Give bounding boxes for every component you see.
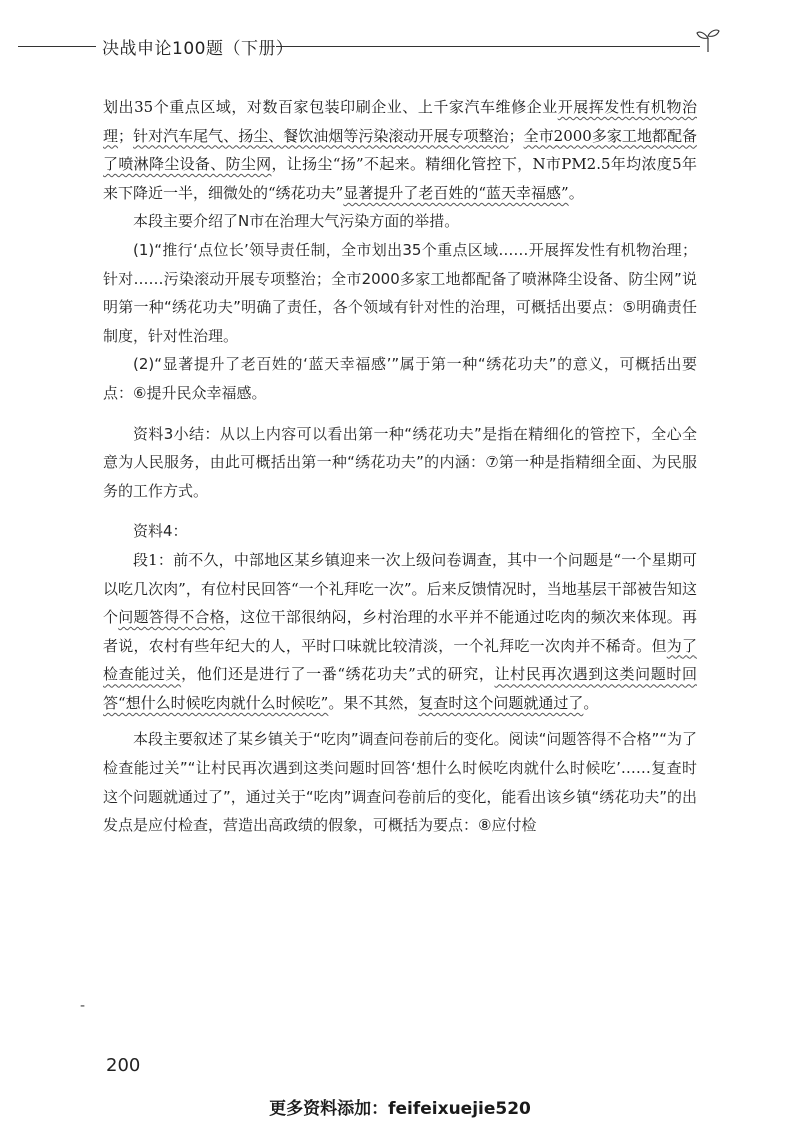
sprout-icon xyxy=(694,26,722,54)
text-segment: ； xyxy=(118,126,134,145)
paragraph-p8 xyxy=(103,725,697,839)
paragraph-gap xyxy=(103,408,697,420)
underlined-phrase: 开展挥发性有机物治理 xyxy=(103,98,697,145)
paragraph-p2 xyxy=(103,207,697,236)
text-segment: ，让扬尘“扬”不起来。精细化管控下，N市PM2.5年均浓度5年来下降近一半，细微处的“绣花功夫” xyxy=(103,155,697,202)
text-segment: 本段主要介绍了N市在治理大气污染方面的举措。 xyxy=(133,212,460,231)
paragraph-p5 xyxy=(103,420,697,506)
underlined-phrase: 复查时这个问题就通过了 xyxy=(418,693,584,712)
running-header xyxy=(18,34,712,58)
text-segment: ，这位干部很纳闷，乡村治理的水平并不能通过吃肉的频次来体现。再者说，农村有些年纪大的人，平时口味就比较清淡，一个礼拜吃一次肉并不稀奇。但 xyxy=(103,608,697,655)
footer-contact: 更多资料添加：feifeixuejie520 xyxy=(269,1099,531,1119)
header-rule-right xyxy=(276,46,700,47)
page-number: 200 xyxy=(106,1055,141,1076)
underlined-phrase: 让村民再次遇到这类问题时回答“想什么时候吃肉就什么时候吃” xyxy=(103,665,697,712)
margin-mark: - xyxy=(80,998,86,1014)
text-segment: 资料4： xyxy=(133,522,188,541)
text-segment: ，他们还是进行了一番“绣花功夫”式的研究， xyxy=(181,665,495,684)
underlined-phrase: 为了检查能过关 xyxy=(103,636,697,684)
text-segment: (1)“推行‘点位长’领导责任制，全市划出35个重点区域……开展挥发性有机物治理；针对……污染滚动开展专项整治；全市2000多家工地都配备了喷淋降尘设备、防尘网”说明第一种“绣花功夫”明确了责任，各个领域有针对性的治理，可概括出要点：⑤明确责任制度，针对性治理。 xyxy=(103,240,697,345)
paragraph-p7 xyxy=(103,546,697,718)
underlined-phrase: 针对汽车尾气、扬尘、餐饮油烟等污染滚动开展专项整治 xyxy=(133,126,509,145)
underlined-phrase: 全市2000多家工地都配备了喷淋降尘设备、防尘网 xyxy=(103,126,697,174)
paragraph-gap xyxy=(103,505,697,517)
text-segment: 。 xyxy=(568,183,584,202)
text-segment: 资料3小结：从以上内容可以看出第一种“绣花功夫”是指在精细化的管控下，全心全意为人民服务，由此可概括出第一种“绣花功夫”的内涵：⑦第一种是指精细全面、为民服务的工作方式。 xyxy=(103,424,697,500)
book-title: 决战申论100题（下册） xyxy=(102,39,294,59)
underlined-phrase: 问题答得不合格 xyxy=(118,608,225,627)
text-segment: 划出35个重点区域，对数百家包装印刷企业、上千家汽车维修企业 xyxy=(103,98,558,116)
paragraph-p4 xyxy=(103,350,697,407)
paragraph-p3 xyxy=(103,236,697,350)
paragraph-p1 xyxy=(103,93,697,207)
paragraph-p6 xyxy=(103,517,697,546)
text-segment: 本段主要叙述了某乡镇关于“吃肉”调查问卷前后的变化。阅读“问题答得不合格”“为了检查能过关”“让村民再次遇到这类问题时回答‘想什么时候吃肉就什么时候吃’……复查时这个问题就通过了”，通过关于“吃肉”调查问卷前后的变化，能看出该乡镇“绣花功夫”的出发点是应付检查，营造出高政绩的假象，可概括为要点：⑧应付检 xyxy=(103,730,697,835)
underlined-phrase: 显著提升了老百姓的“蓝天幸福感” xyxy=(343,183,569,202)
text-segment: ； xyxy=(508,126,524,145)
text-segment: 。 xyxy=(583,693,599,712)
text-segment: (2)“显著提升了老百姓的‘蓝天幸福感’”属于第一种“绣花功夫”的意义，可概括出要点：⑥提升民众幸福感。 xyxy=(103,355,697,402)
text-segment: 段1：前不久，中部地区某乡镇迎来一次上级问卷调查，其中一个问题是“一个星期可以吃几次肉”，有位村民回答“一个礼拜吃一次”。后来反馈情况时，当地基层干部被告知这个 xyxy=(103,550,697,627)
page-body xyxy=(103,93,697,840)
text-segment: 。果不其然， xyxy=(328,693,419,712)
header-rule-left xyxy=(18,46,96,47)
paragraph-gap xyxy=(103,717,697,725)
